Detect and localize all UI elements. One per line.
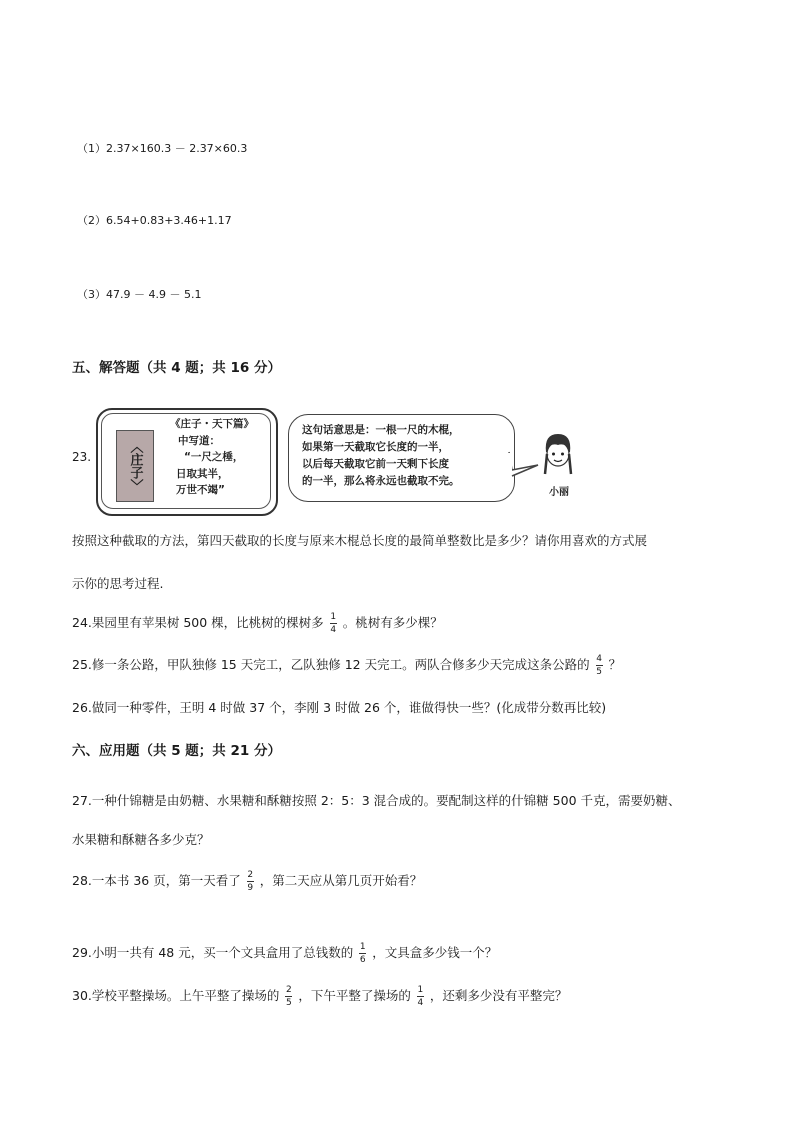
book-cover-zhuangzi: 〈庄子〉 <box>116 430 154 502</box>
question-text: ，文具盒多少钱一个？ <box>372 945 498 960</box>
question-text: 29.小明一共有 48 元，买一个文具盒用了总钱数的 <box>72 945 354 960</box>
fraction <box>285 985 292 1008</box>
speech-bubble-tail <box>508 450 540 478</box>
quote-line: 中写道： <box>178 434 220 447</box>
question-25 <box>72 654 621 677</box>
calc-label: （3） <box>77 288 106 301</box>
question-number-23: 23. <box>72 450 92 464</box>
question-27-line-2: 水果糖和酥糖各多少克？ <box>72 832 210 847</box>
girl-name-label: 小丽 <box>549 487 569 498</box>
denominator: 4 <box>330 625 337 635</box>
zhuangzi-quote <box>170 416 254 499</box>
question-29 <box>72 942 497 965</box>
quote-line: “一尺之棰， <box>184 451 244 463</box>
quote-line: 《庄子・天下篇》 <box>170 418 254 430</box>
numerator: 2 <box>247 870 254 880</box>
fraction <box>596 654 603 677</box>
question-30 <box>72 985 567 1008</box>
quote-line: 万世不竭” <box>176 484 225 496</box>
question-23-line-2: 示你的思考过程. <box>72 576 164 591</box>
question-26: 26.做同一种零件，王明 4 时做 37 个，李刚 3 时做 26 个，谁做得快一些？(化成带分数再比较) <box>72 700 607 715</box>
question-text: ，第二天应从第几页开始看？ <box>259 873 423 888</box>
section-heading-5: 五、解答题（共 4 题；共 16 分） <box>72 360 281 376</box>
calc-label: （2） <box>77 214 106 227</box>
denominator: 6 <box>359 955 366 965</box>
calc-expression: 47.9 － 4.9 － 5.1 <box>106 288 202 301</box>
calc-expression: 6.54+0.83+3.46+1.17 <box>106 214 232 227</box>
denominator: 5 <box>286 998 292 1008</box>
question-text: 28.一本书 36 页，第一天看了 <box>72 873 241 888</box>
calc-expression: 2.37×160.3 － 2.37×60.3 <box>106 142 248 155</box>
fraction <box>330 612 337 635</box>
girl-illustration-icon <box>538 430 578 480</box>
numerator: 4 <box>596 654 602 664</box>
question-text: 30.学校平整操场。上午平整了操场的 <box>72 988 280 1003</box>
numerator: 1 <box>417 985 424 995</box>
question-23-line-1: 按照这种截取的方法，第四天截取的长度与原来木棍总长度的最简单整数比是多少？请你用喜欢的方式展 <box>72 533 648 548</box>
question-text: 。桃树有多少棵？ <box>342 615 443 630</box>
bubble-line: 这句话意思是：一根一尺的木棍， <box>302 424 460 436</box>
question-text: ，下午平整了操场的 <box>298 988 411 1003</box>
calc-label: （1） <box>77 142 106 155</box>
question-28 <box>72 870 422 893</box>
section-heading-6: 六、应用题（共 5 题；共 21 分） <box>72 743 281 759</box>
calc-item-1 <box>77 140 247 156</box>
bubble-line: 如果第一天截取它长度的一半， <box>302 441 449 453</box>
question-text: 25.修一条公路，甲队独修 15 天完工，乙队独修 12 天完工。两队合修多少天完成这条公路的 <box>72 657 590 672</box>
question-24 <box>72 612 443 635</box>
numerator: 1 <box>330 612 337 622</box>
denominator: 5 <box>596 667 602 677</box>
numerator: 1 <box>359 942 366 952</box>
numerator: 2 <box>286 985 292 995</box>
speech-bubble-text <box>302 422 460 490</box>
denominator: 4 <box>417 998 424 1008</box>
question-text: ？ <box>608 657 622 672</box>
question-text: ，还剩多少没有平整完？ <box>429 988 568 1003</box>
question-text: 24.果园里有苹果树 500 棵，比桃树的棵树多 <box>72 615 324 630</box>
calc-item-3 <box>77 286 201 302</box>
bubble-line: 的一半，那么将永远也截取不完。 <box>302 475 460 487</box>
fraction <box>359 942 366 965</box>
calc-item-2 <box>77 212 232 228</box>
bubble-line: 以后每天截取它前一天剩下长度 <box>302 458 449 470</box>
quote-line: 日取其半， <box>176 467 229 480</box>
fraction <box>417 985 424 1008</box>
denominator: 9 <box>247 883 254 893</box>
fraction <box>247 870 254 893</box>
question-27-line-1: 27.一种什锦糖是由奶糖、水果糖和酥糖按照 2：5：3 混合成的。要配制这样的什锦糖 500 千克，需要奶糖、 <box>72 793 681 808</box>
